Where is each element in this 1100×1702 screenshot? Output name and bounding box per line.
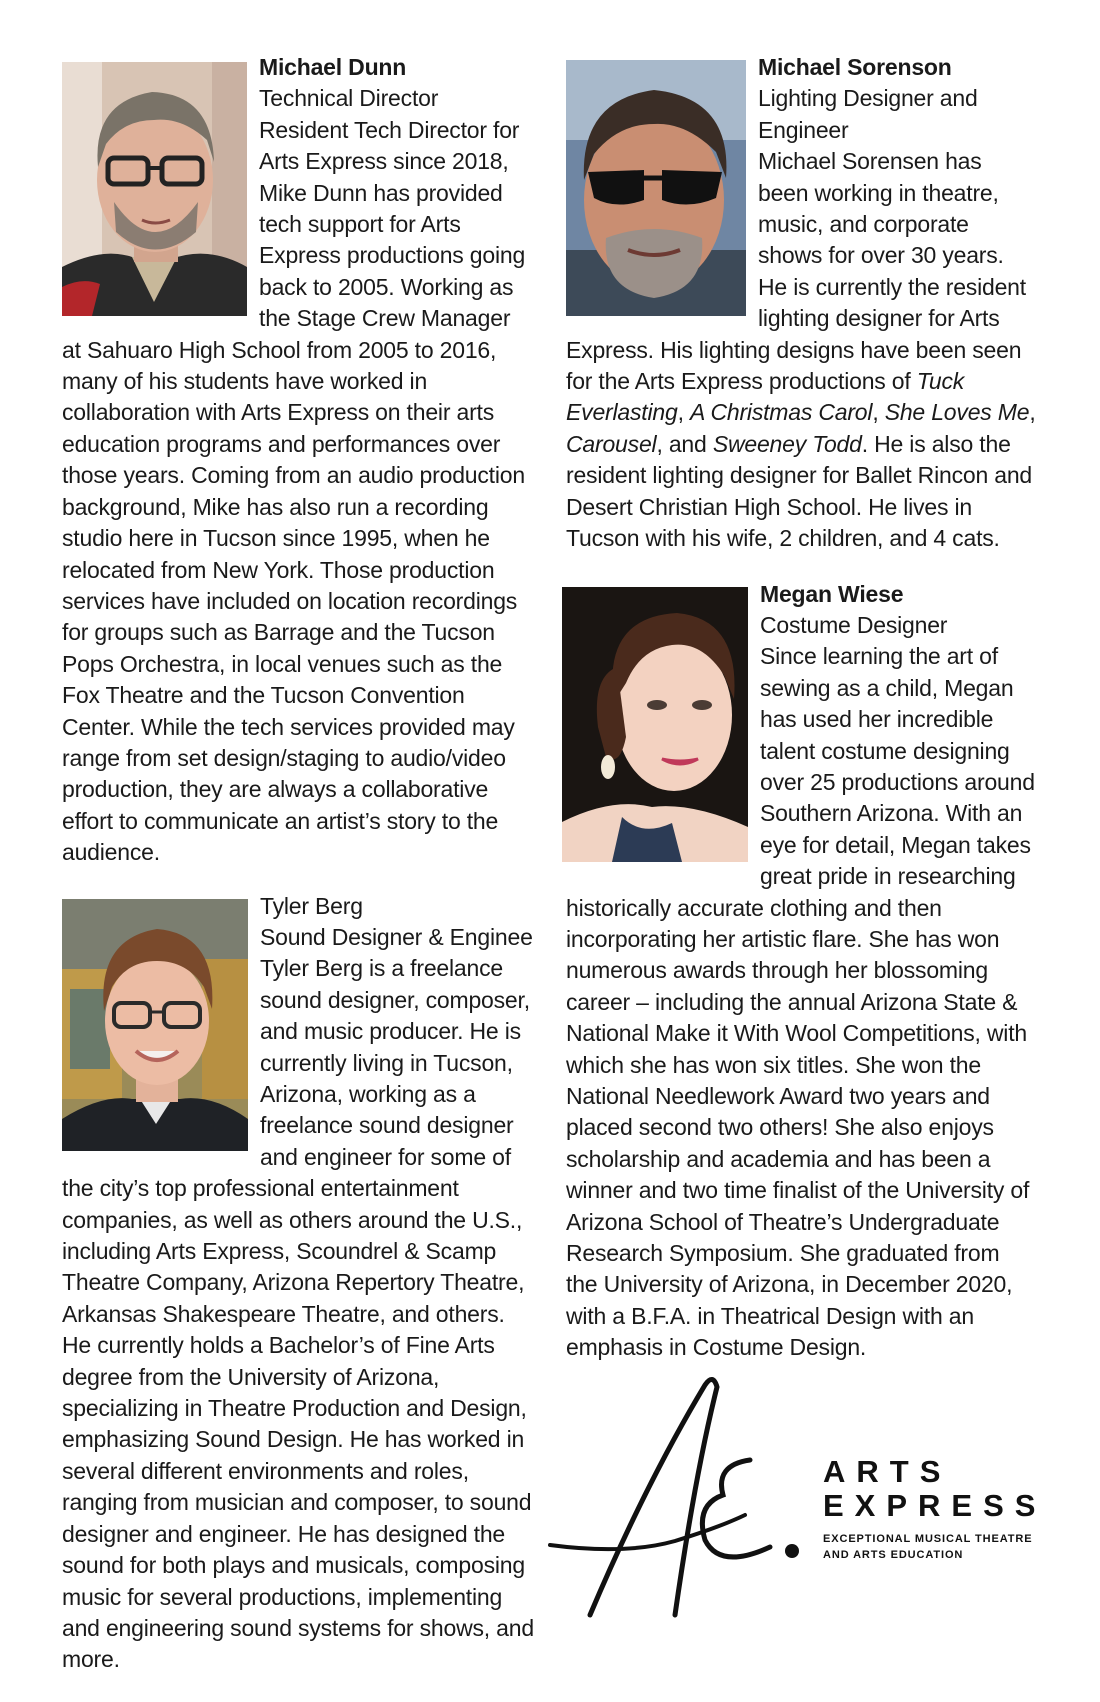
photo-michael-dunn <box>62 62 247 316</box>
photo-michael-sorenson <box>566 60 746 316</box>
show-title: A Christmas Carol <box>689 399 873 426</box>
photo-tyler-berg <box>62 899 248 1151</box>
bio-role: Costume Designer <box>760 611 948 638</box>
show-title: Carousel <box>566 430 657 457</box>
separator: , <box>677 399 690 426</box>
show-title: Sweeney Todd <box>712 430 862 457</box>
show-title: She Loves Me <box>884 399 1030 426</box>
bio-name: Michael Sorenson <box>758 54 952 80</box>
bio-name: Megan Wiese <box>760 580 904 607</box>
separator: , and <box>656 430 713 457</box>
logo-express: EXPRESS <box>823 1488 1047 1523</box>
bio-text: Tyler Berg is a freelance sound designer, composer, and music producer. He is currently living in Tucson, Arizona, working as a freelance sound designer and engineer for some of the city’s top professional entertainment companies, as well as others around the U.S., including Arts Express, Scoundrel & Scamp Theatre Company, Arizona Repertory Theatre, Arkansas Shakespeare Theatre, and others. He currently holds a Bachelor’s of Fine Arts degree from the University of Arizona, specializing in Theatre Production and Design, emphasizing Sound Design. He has worked in several different environments and roles, ranging from musician and composer, to sound designer and engineer. He has designed the sound for both plays and musicals, composing music for several productions, implementing and engineering sound systems for shows, and more. <box>62 955 534 1673</box>
logo-tagline-2: AND ARTS EDUCATION <box>823 1549 964 1561</box>
ae-monogram-icon <box>545 1365 815 1620</box>
bio-name: Tyler Berg <box>260 892 363 919</box>
separator: , <box>1029 399 1036 426</box>
arts-express-logo <box>545 1365 1045 1620</box>
logo-arts: ARTS <box>823 1454 952 1489</box>
photo-megan-wiese <box>562 587 748 862</box>
bio-role: Sound Designer & Enginee <box>260 923 533 950</box>
bio-text: Since learning the art of sewing as a child, Megan has used her incredible talent costume designing over 25 productions around Southern Arizona. With an eye for detail, Megan takes great pride in researching historically accurate clothing and then incorporating her artistic flare. She has won numerous awards through her blossoming career – including the annual Arizona State & National Make it With Wool Competitions, with which she has won six titles. She won the National Needlework Award two years and placed second two others! She also enjoys scholarship and academia and has been a winner and two time finalist of the University of Arizona School of Theatre’s Undergraduate Research Symposium. She graduated from the University of Arizona, in December 2020, with a B.F.A. in Theatrical Design with an emphasis in Costume Design. <box>566 643 1035 1361</box>
right-column <box>566 52 1036 1390</box>
separator: , <box>872 399 885 426</box>
bio-text: Resident Tech Director for Arts Express since 2018, Mike Dunn has provided tech support for Arts Express productions going back to 2005. Working as the Stage Crew Manager at Sahuaro High School from 2005 to 2016, many of his students have worked in collaboration with Arts Express on their arts education programs and performances over those years. Coming from an audio production background, Mike has also run a recording studio here in Tucson since 1995, when he relocated from New York. Those production services have included on location recordings for groups such as Barrage and the Tucson Pops Orchestra, in local venues such as the Fox Theatre and the Tucson Convention Center. While the tech services provided may range from set design/staging to audio/video production, they are always a collaborative effort to communicate an artist’s story to the audience. <box>62 116 526 866</box>
bio-text-b: . He is also the resident lighting designer for Ballet Rincon and Desert Christian High School. He lives in Tucson with his wife, 2 children, and 4 cats. <box>566 430 1033 552</box>
show-title: Tuck Everlasting <box>566 368 965 426</box>
bio-text-a: Michael Sorensen has been working in theatre, music, and corporate shows for over 30 years. He is currently the resident lighting designer for Arts Express. His lighting designs have been seen for the Arts Express productions of <box>566 148 1026 395</box>
bio-michael-dunn <box>62 52 534 869</box>
bio-role: Lighting Designer and Engineer <box>758 85 978 143</box>
bio-name: Michael Dunn <box>259 54 407 80</box>
bio-role: Technical Director <box>259 85 439 112</box>
bio-tyler-berg <box>62 891 534 1676</box>
logo-wordmark <box>823 1455 1046 1563</box>
bio-megan-wiese <box>566 579 1036 1364</box>
logo-tagline-1: EXCEPTIONAL MUSICAL THEATRE <box>823 1533 1033 1545</box>
bio-michael-sorenson <box>566 52 1036 555</box>
left-column <box>62 52 534 1702</box>
